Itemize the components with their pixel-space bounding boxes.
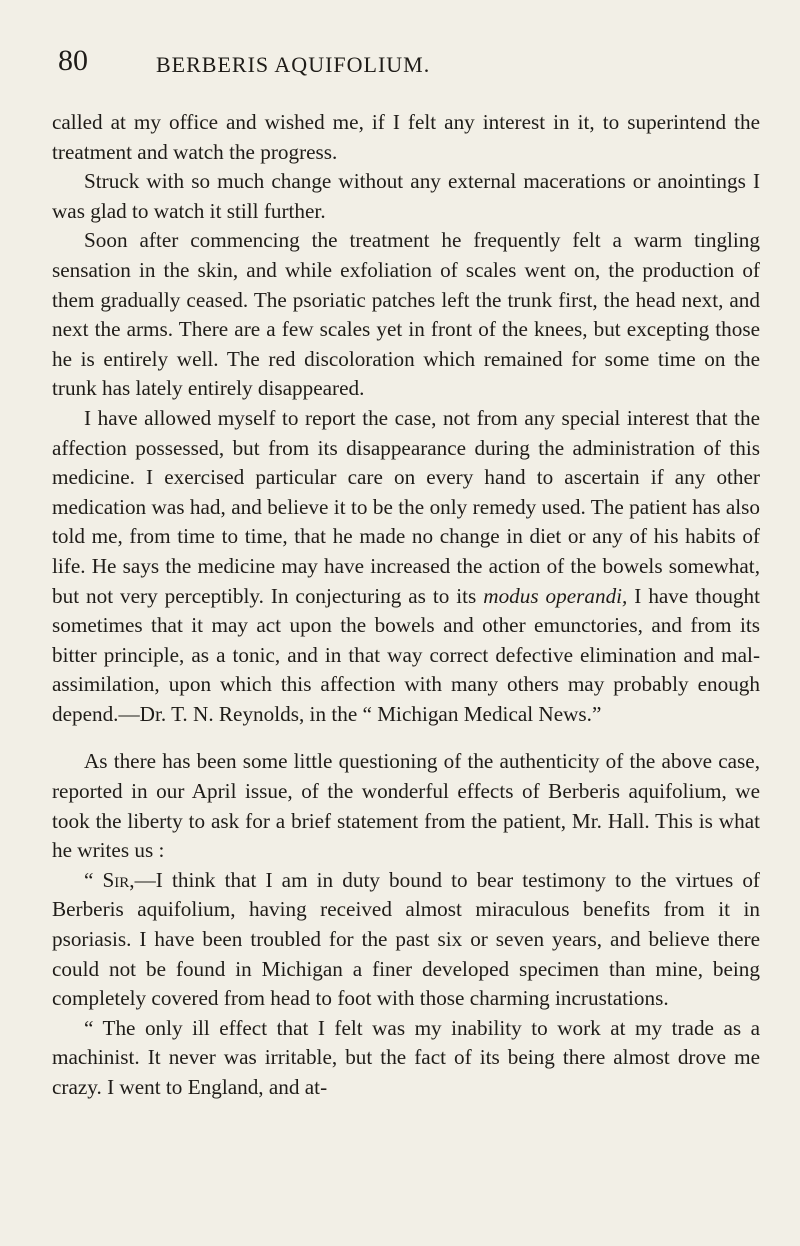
running-head: BERBERIS AQUIFOLIUM. [156,52,431,77]
paragraph-7: “ The only ill effect that I felt was my inability to work at my trade as a machinist. It never was irritable, but the fact of its being there almost drove me crazy. I went to England, and at- [52,1015,760,1099]
paragraph-6 [52,866,760,1014]
paragraph-4-text-a: I have allowed myself to report the case, not from any special interest that the affection possessed, but from its disappearance during the administration of this medicine. I exercised particular care on every hand to ascertain if any other medication was had, and believe it to be the only remedy used. The patient has also told me, from time to time, that he made no change in diet or any of his habits of life. He says the medicine may have increased the action of the bowels somewhat, but not very perceptibly. In conjecturing as to its [52,405,760,608]
paragraph-6-salutation: Sir, [102,867,135,892]
page-number: 80 [58,44,88,77]
paragraph-2: Struck with so much change without any external macerations or anointings I was glad to watch it still further. [52,169,760,223]
body-text [52,108,760,1103]
paragraph-5: As there has been some little questioning of the authenticity of the above case, reported in our April issue, of the wonderful effects of Berberis aquifolium, we took the liberty to ask for a brief statement from the patient, Mr. Hall. This is what he writes us : [52,749,760,863]
paragraph-3: Soon after commencing the treatment he frequently felt a warm tingling sensation in the skin, and while exfoliation of scales went on, the production of them gradually ceased. The psoriatic patches left the trunk first, the head next, and next the arms. There are a few scales yet in front of the knees, but excepting those he is entirely well. The red discoloration which remained for some time on the trunk has lately entirely disappeared. [52,228,760,401]
paragraph-4-italic: modus operandi, [483,583,628,608]
paragraph-4-text-b: I have thought sometimes that it may act upon the bowels and other emunctories, and from its bitter principle, as a tonic, and in that way correct defective elimination and mal-assimilation, upon which this affection with many others may probably enough depend.—Dr. T. N. Reynolds, in the “ Michigan Medical News.” [52,583,761,726]
paragraph-6-open-quote: “ [84,867,103,892]
paragraph-4 [52,404,760,730]
paragraph-6-text: —I think that I am in duty bound to bear testimony to the virtues of Berberis aquifolium, having received almost miraculous benefits from it in psoriasis. I have been troubled for the past six or seven years, and believe there could not be found in Michigan a finer developed specimen than mine, being completely covered from head to foot with those charming incrustations. [52,867,760,1011]
paragraph-1: called at my office and wished me, if I felt any interest in it, to superintend the treatment and watch the progress. [52,110,760,164]
page-header [58,44,758,84]
section-gap [52,729,760,747]
